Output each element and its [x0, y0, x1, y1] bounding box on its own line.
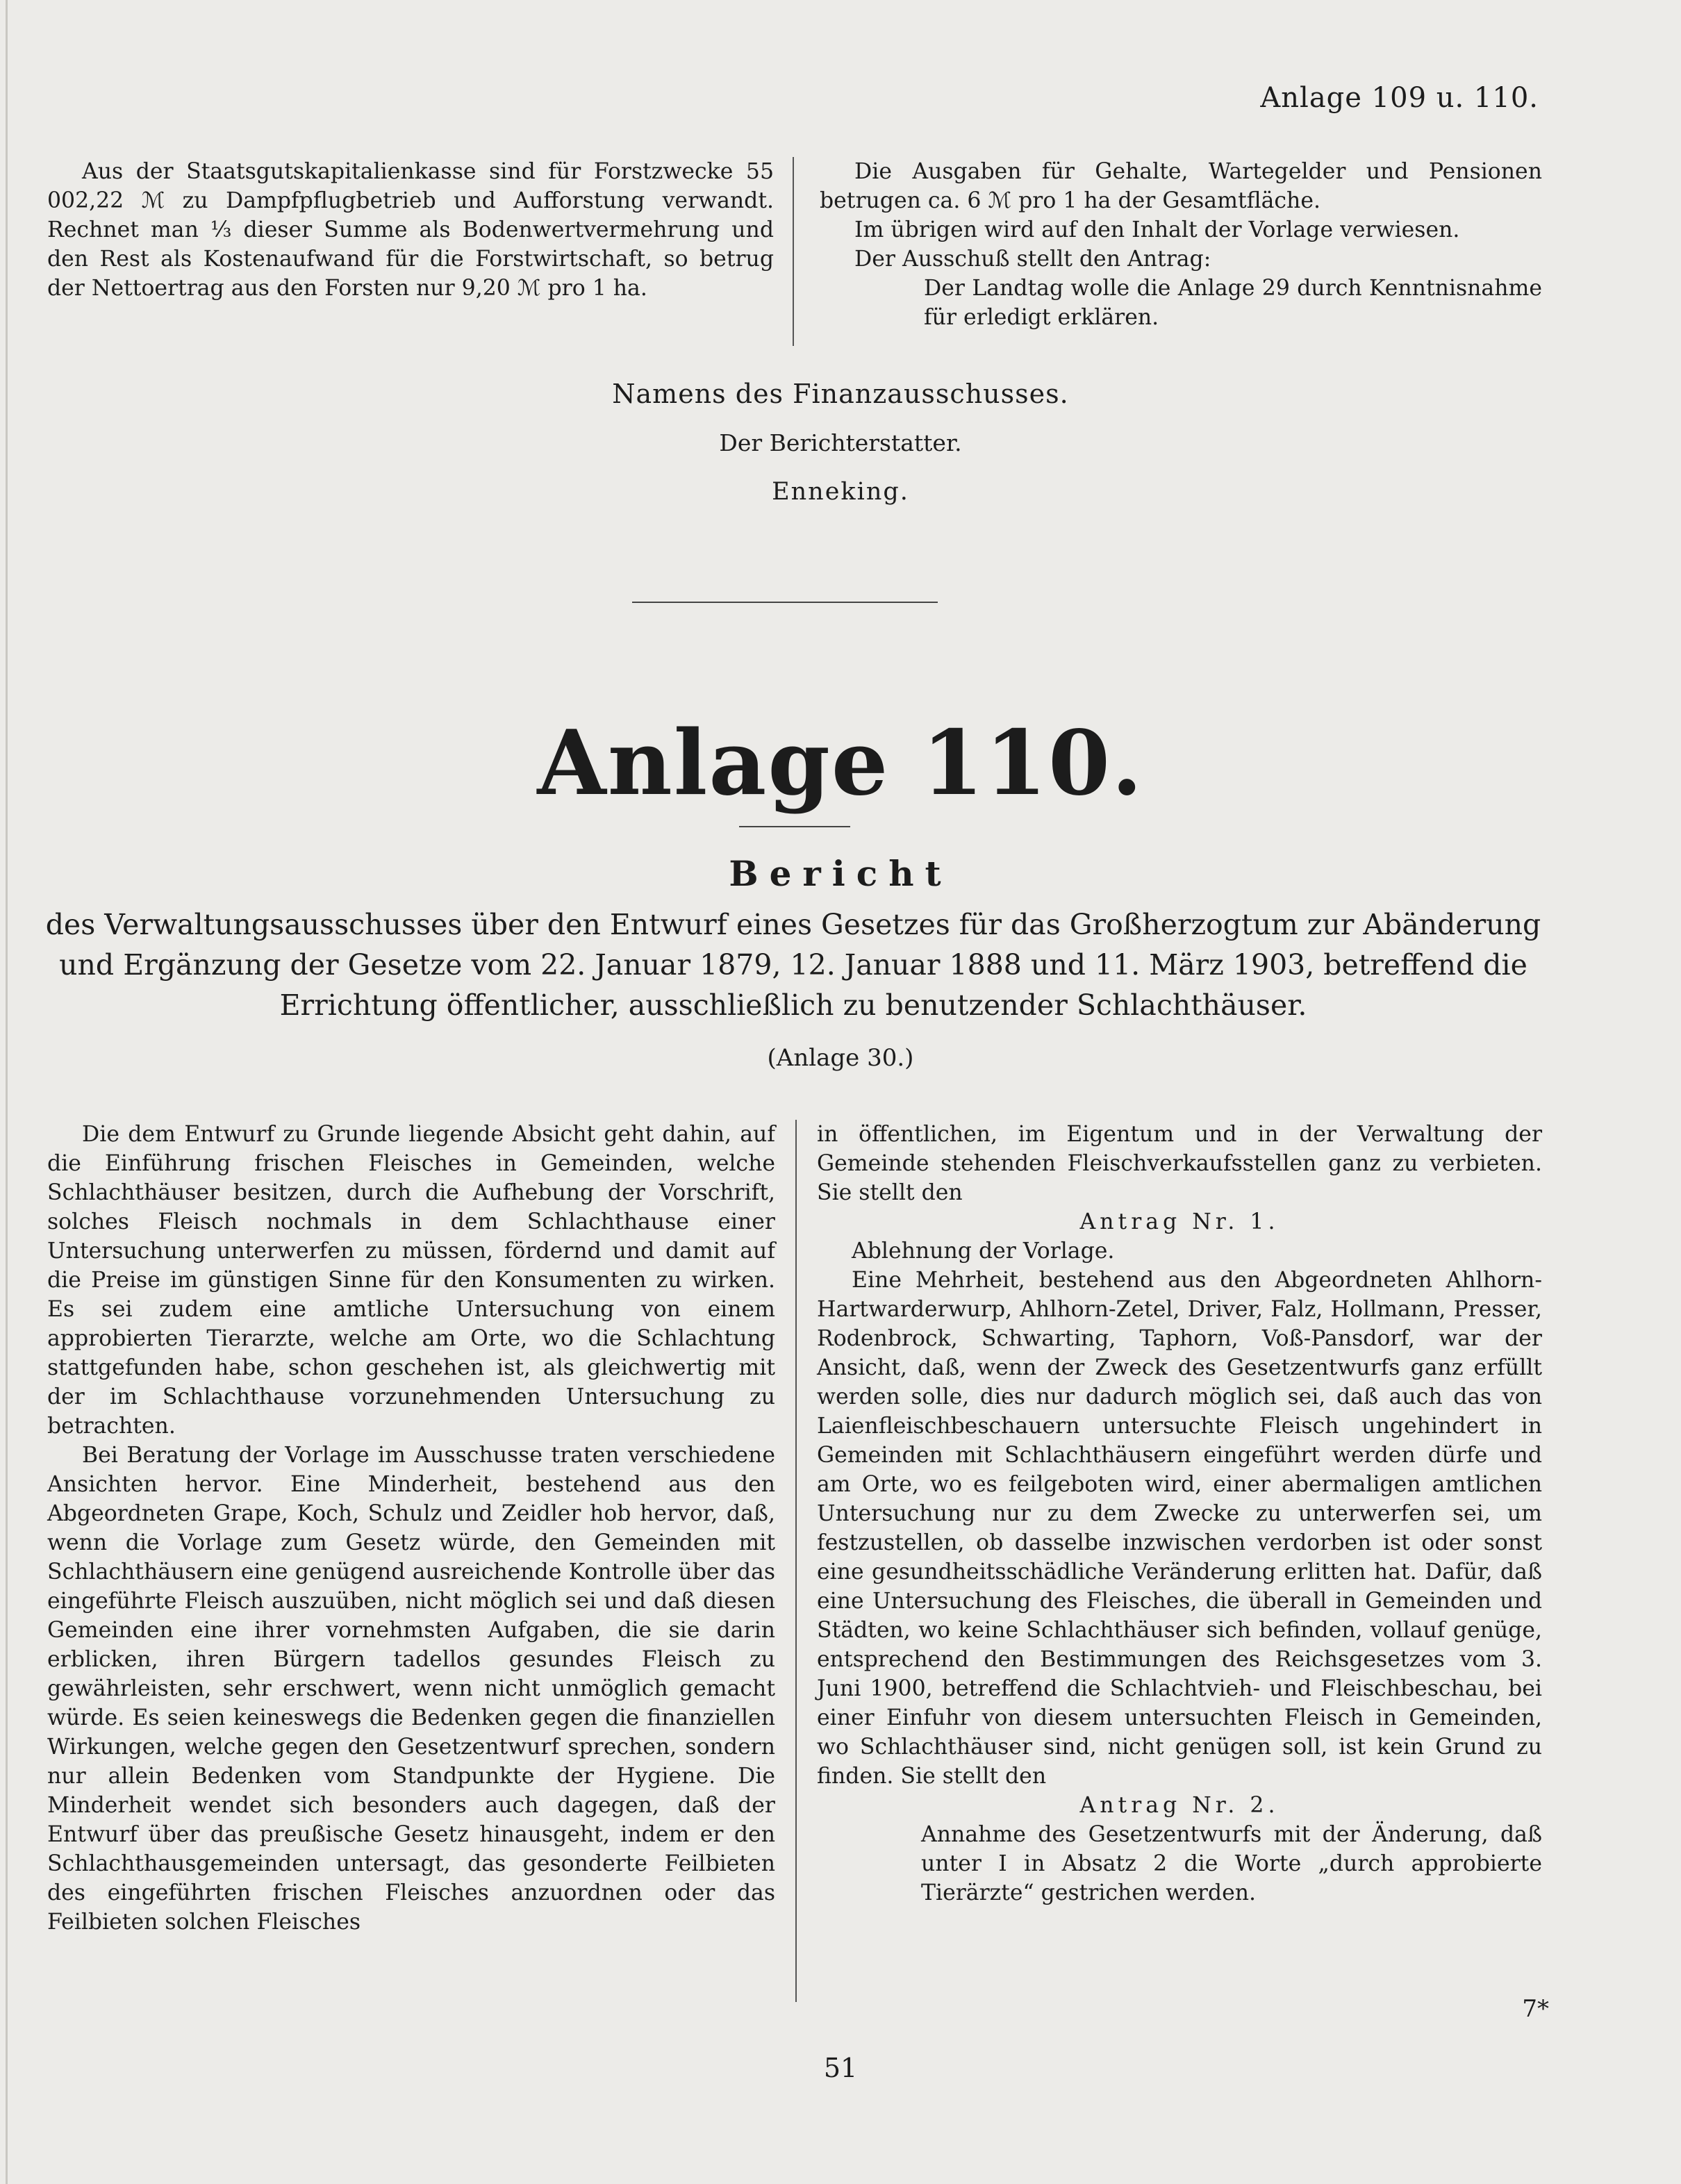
title-rule — [739, 826, 850, 827]
reporter-role: Der Berichterstatter. — [719, 429, 962, 456]
body-right-column — [817, 1120, 1542, 1908]
top-right-column — [820, 157, 1542, 332]
page-number: 51 — [823, 2053, 858, 2083]
running-header: Anlage 109 u. 110. — [1260, 82, 1539, 114]
subject-reference: (Anlage 30.) — [767, 1044, 914, 1072]
signature-mark: 7* — [1522, 1995, 1549, 2023]
page-title: Anlage 110. — [537, 711, 1144, 816]
report-label: Bericht — [729, 853, 952, 894]
reporter-name: Enneking. — [772, 478, 909, 506]
column-divider — [795, 1120, 797, 2002]
paragraph: Der Ausschuß stellt den Antrag: — [854, 247, 1211, 272]
top-left-column — [47, 157, 774, 303]
paragraph: Die dem Entwurf zu Grunde liegende Absicht geht dahin, auf die Einführung frischen Fleisches in Gemeinden, welche Schlachthäuser besitzen, durch die Aufhebung der Vorschrift, solches Fleisch nochmals in dem Schlachthause einer Untersuchung unterwerfen zu müssen, fördernd und damit auf die Preise im günstigen Sinne für den Konsumenten zu wirken. Es sei zudem eine amtliche Untersuchung von einem approbierten Tierarzte, welche am Orte, wo die Schlachtung stattgefunden habe, schon geschehen ist, als gleichwertig mit der im Schlachthause vorzunehmenden Untersuchung zu betrachten. — [47, 1122, 775, 1439]
body-left-column — [47, 1120, 775, 1937]
paragraph: Die Ausgaben für Gehalte, Wartegelder und Pensionen betrugen ca. 6 ℳ pro 1 ha der Gesamtfläche. — [820, 159, 1542, 213]
motion-heading: Antrag Nr. 2. — [1079, 1793, 1280, 1818]
motion-text: Annahme des Gesetzentwurfs mit der Änderung, daß unter I in Absatz 2 die Worte „durch approbierte Tierärzte“ gestrichen werden. — [921, 1822, 1542, 1905]
paragraph: Bei Beratung der Vorlage im Ausschusse traten verschiedene Ansichten hervor. Eine Minderheit, bestehend aus den Abgeordneten Grape, Koch, Schulz und Zeidler hob hervor, daß, wenn die Vorlage zum Gesetz würde, den Gemeinden mit Schlachthäusern eine genügend ausreichende Kontrolle über das eingeführte Fleisch auszuüben, nicht möglich sei und daß diesen Gemeinden eine ihrer vornehmsten Aufgaben, die sie darin erblicken, ihren Bürgern tadellos gesundes Fleisch zu gewährleisten, sehr erschwert, wenn nicht unmöglich gemacht würde. Es seien keineswegs die Bedenken gegen die finanziellen Wirkungen, welche gegen den Gesetzentwurf sprechen, sondern nur allein Bedenken vom Standpunkte der Hygiene. Die Minderheit wendet sich besonders auch dagegen, daß der Entwurf über das preußische Gesetz hinausgeht, indem er den Schlachthausgemeinden untersagt, das gesonderte Feilbieten des eingeführten frischen Fleisches anzuordnen oder das Feilbieten solchen Fleisches — [47, 1443, 775, 1935]
section-divider — [632, 602, 938, 603]
motion-heading: Antrag Nr. 1. — [1079, 1209, 1280, 1234]
paragraph: Der Landtag wolle die Anlage 29 durch Kenntnisnahme für erledigt erklären. — [924, 276, 1542, 330]
paragraph: in öffentlichen, im Eigentum und in der Verwaltung der Gemeinde stehenden Fleischverkaufsstellen ganz zu verbieten. Sie stellt den — [817, 1122, 1542, 1205]
column-divider — [793, 157, 794, 346]
motion-text: Ablehnung der Vorlage. — [852, 1239, 1115, 1264]
committee-signature: Namens des Finanzausschusses. — [612, 379, 1069, 409]
scan-edge — [6, 0, 8, 2184]
paragraph: Aus der Staatsgutskapitalienkasse sind für Forstzwecke 55 002,22 ℳ zu Dampfpflugbetrieb und Aufforstung verwandt. Rechnet man ¹⁄₃ dieser Summe als Bodenwertvermehrung und den Rest als Kostenaufwand für die Forstwirtschaft, so betrug der Nettoertrag aus den Forsten nur 9,20 ℳ pro 1 ha. — [47, 159, 774, 301]
paragraph: Eine Mehrheit, bestehend aus den Abgeordneten Ahlhorn-Hartwarderwurp, Ahlhorn-Zetel, Driver, Falz, Hollmann, Presser, Rodenbrock, Schwarting, Taphorn, Voß-Pansdorf, war der Ansicht, daß, wenn der Zweck des Gesetzentwurfs ganz erfüllt werden solle, dies nur dadurch möglich sei, daß auch das von Laienfleischbeschauern untersuchte Fleisch ungehindert in Gemeinden mit Schlachthäusern eingeführt werden dürfe und am Orte, wo es feilgeboten wird, einer abermaligen amtlichen Untersuchung nur zu dem Zwecke zu unterwerfen sei, um festzustellen, ob dasselbe inzwischen verdorben ist oder sonst eine gesundheitsschädliche Veränderung erlitten hat. Dafür, daß eine Untersuchung des Fleisches, die überall in Gemeinden und Städten, wo keine Schlachthäuser sich befinden, vollauf genüge, entsprechend den Bestimmungen des Reichsgesetzes vom 3. Juni 1900, betreffend die Schlachtvieh- und Fleischbeschau, bei einer Einfuhr von diesem untersuchten Fleisch in Gemeinden, wo Schlachthäuser sind, nicht genügen soll, ist kein Grund zu finden. Sie stellt den — [817, 1268, 1542, 1789]
paragraph: Im übrigen wird auf den Inhalt der Vorlage verwiesen. — [854, 217, 1460, 242]
report-subject: des Verwaltungsausschusses über den Entwurf eines Gesetzes für das Großherzogtum zur Abänderung und Ergänzung der Gesetze vom 22. Januar 1879, 12. Januar 1888 und 11. März 1903, betreffend die Errichtung öffentlicher, ausschließlich zu benutzender Schlachthäuser. — [45, 908, 1541, 1022]
